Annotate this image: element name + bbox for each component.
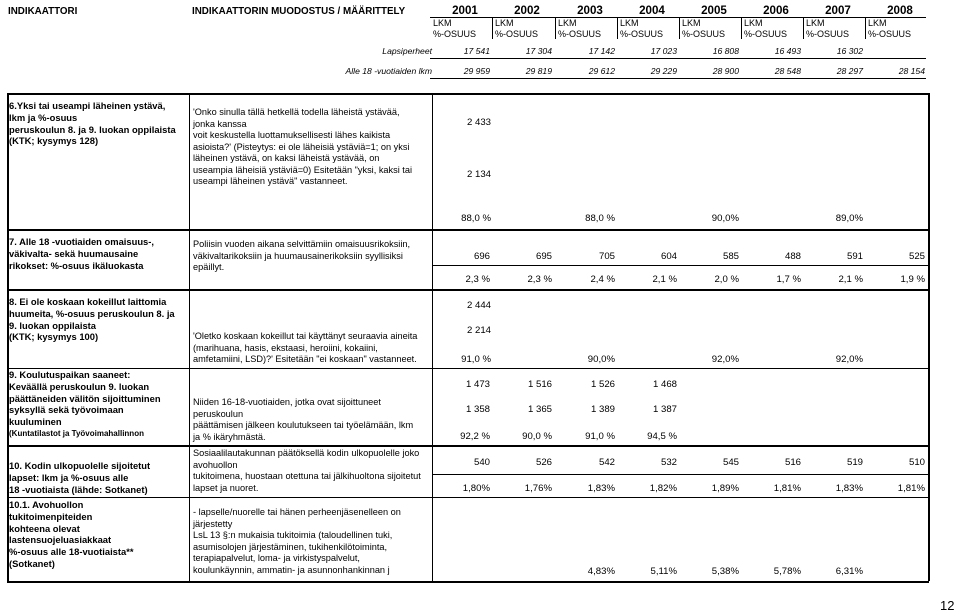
definition-line: asioista?' (Pisteytys: ei ole läheisiä ystäviä=1; on yksi	[193, 141, 410, 152]
indicator-title-line: 10. Kodin ulkopuolelle sijoitetut	[9, 460, 151, 471]
unit-count-label: LKM	[495, 18, 514, 28]
base-row-value: 29 819	[525, 66, 552, 76]
indicator-title-line: lapset: lkm ja %-osuus alle	[9, 471, 129, 483]
unit-share-label: %-OSUUS	[744, 28, 788, 39]
indicator-column-header: INDIKAATTORI	[8, 6, 78, 17]
indicator-title-line: 9. Koulutuspaikan saaneet:	[9, 369, 131, 380]
base-row-value: 16 493	[774, 46, 801, 56]
indicator-title-line: rikokset: %-osuus ikäluokasta	[9, 259, 144, 271]
unit-share-label: %-OSUUS	[806, 28, 850, 39]
indicator-10-count: 510	[908, 457, 925, 468]
definition-line: läheinen ystävä, on kaksi läheistä ystävää, on	[193, 153, 380, 163]
indicator-9-value: 1 389	[590, 404, 615, 415]
base-row-value: 17 142	[588, 46, 615, 56]
definition-line: epäillyt.	[193, 262, 225, 272]
indicator-9-value: 1 516	[527, 379, 552, 390]
indicator-9-value: 1 526	[590, 379, 615, 390]
definition-line: järjestetty	[193, 518, 233, 529]
section-border	[7, 289, 929, 291]
indicator-7-pct: 2,1 %	[652, 274, 677, 285]
indicator-9-value: 1 387	[652, 404, 677, 415]
definition-line: Niiden 16-18-vuotiaiden, jotka ovat sijoittuneet	[193, 397, 381, 407]
indicator-8-definition	[193, 331, 433, 366]
indicator-10-count: 516	[784, 457, 801, 468]
definition-line: lapset ja nuoret.	[193, 482, 259, 493]
indicator-6-pct: 89,0%	[835, 213, 863, 224]
indicator-8-pct: 92,0%	[711, 354, 739, 365]
indicator-title-line: lastensuojeluasiakkaat	[9, 534, 112, 546]
indicator-6-definition	[193, 107, 433, 188]
definition-line: peruskoulun	[193, 408, 244, 419]
unit-header	[620, 18, 663, 39]
indicator-7-count: 695	[535, 251, 552, 262]
indicator-6-title	[9, 100, 191, 147]
indicator-9-pct: 91,0 %	[585, 431, 615, 442]
section-border	[7, 229, 929, 231]
definition-line: Poliisin vuoden aikana selvittämiin omaisuusrikoksiin,	[193, 239, 411, 249]
indicator-7-row-divider	[432, 265, 928, 266]
unit-header	[558, 18, 601, 39]
indicator-6-value: 2 134	[466, 169, 491, 180]
definition-column-header: INDIKAATTORIN MUODOSTUS / MÄÄRITTELY	[192, 6, 406, 17]
indicator-8-title	[9, 296, 191, 343]
definition-line: tukitoimena, huostaan otettuna tai jälkihuoltona sijoitetut	[193, 471, 421, 481]
year-header: 2001	[452, 4, 478, 17]
indicator-9-pct: 90,0 %	[522, 431, 552, 442]
unit-count-label: LKM	[433, 18, 452, 28]
base-row-divider	[430, 58, 926, 59]
definition-line: amfetamiini, LSD)?' Esitetään "ei koskaan" vastanneet.	[193, 354, 417, 364]
indicator-title-line: syksyllä sekä työvoimaan	[9, 404, 124, 416]
base-row-value: 29 612	[588, 66, 615, 76]
header-underline	[430, 17, 926, 18]
indicator-10-pct: 1,81%	[897, 483, 925, 494]
indicator-8-value: 2 214	[466, 325, 491, 336]
indicator-title-line: päättäneiden välitön sijoittuminen	[9, 392, 161, 404]
section-border	[7, 581, 929, 583]
indicator-7-count: 585	[722, 251, 739, 262]
section-border	[7, 445, 929, 447]
indicator-title-line: 7. Alle 18 -vuotiaiden omaisuus-,	[9, 236, 155, 247]
indicator-9-value: 1 365	[527, 404, 552, 415]
indicator-10-pct: 1,81%	[773, 483, 801, 494]
unit-header	[868, 18, 911, 39]
base-row-value: 16 302	[836, 46, 863, 56]
header-column-separator	[679, 17, 680, 39]
definition-line: Sosiaalilautakunnan päätöksellä kodin ulkopuolelle joko	[193, 448, 420, 458]
definition-line: terapiapalvelut, loma- ja virkistyspalvelut,	[193, 553, 360, 563]
base-row-label: Alle 18 -vuotiaiden lkm	[345, 66, 432, 76]
unit-header	[806, 18, 849, 39]
definition-line: päättämisen jälkeen koulutukseen tai työelämään, lkm	[193, 420, 414, 430]
indicator-8-pct: 92,0%	[835, 354, 863, 365]
unit-share-label: %-OSUUS	[433, 28, 477, 39]
indicator-10-1-pct: 5,78%	[773, 566, 801, 577]
indicator-10-pct: 1,83%	[587, 483, 615, 494]
indicator-10-count: 540	[473, 457, 490, 468]
definition-line: 'Oletko koskaan kokeillut tai käyttänyt seuraavia aineita	[193, 331, 418, 341]
definition-line: - lapselle/nuorelle tai hänen perheenjäsenelleen on	[193, 507, 401, 517]
indicator-title-line: 9. luokan oppilaista	[9, 319, 96, 331]
header-column-separator	[803, 17, 804, 39]
unit-header	[495, 18, 538, 39]
indicator-7-pct: 2,4 %	[590, 274, 615, 285]
indicator-9-pct: 92,2 %	[460, 431, 490, 442]
indicator-7-count: 705	[598, 251, 615, 262]
definition-line: asumisolojen järjestäminen, tukihenkilötoiminta,	[193, 541, 388, 552]
base-row-label: Lapsiperheet	[382, 46, 432, 56]
indicator-7-pct: 2,3 %	[465, 274, 490, 285]
indicator-title-line: (Sotkanet)	[9, 557, 55, 569]
indicator-10-count: 519	[846, 457, 863, 468]
definition-line: LsL 13 §:n mukaisia tukitoimia (taloudellinen tuki,	[193, 530, 393, 540]
indicator-10-1-pct: 6,31%	[835, 566, 863, 577]
indicator-6-value: 2 433	[466, 117, 491, 128]
unit-share-label: %-OSUUS	[620, 28, 664, 39]
indicator-8-value: 2 444	[466, 300, 491, 311]
indicator-10-count: 532	[660, 457, 677, 468]
definition-line: voit keskustella luottamuksellisesti lähes kaikista	[193, 130, 391, 140]
indicator-6-pct: 88,0 %	[461, 213, 491, 224]
header-column-separator	[492, 17, 493, 39]
table-right-border	[928, 93, 930, 581]
base-row-value: 17 541	[463, 46, 490, 56]
indicator-9-value: 1 473	[465, 379, 490, 390]
indicator-8-pct: 91,0 %	[461, 354, 491, 365]
indicator-7-pct: 1,9 %	[900, 274, 925, 285]
indicator-6-pct: 90,0%	[711, 213, 739, 224]
unit-count-label: LKM	[620, 18, 639, 28]
indicator-title-line: 6.Yksi tai useampi läheinen ystävä,	[9, 100, 166, 111]
unit-count-label: LKM	[744, 18, 763, 28]
page-number: 12	[940, 598, 955, 613]
indicator-title-line: väkivalta- sekä huumausaine	[9, 247, 139, 259]
indicator-title-line: 10.1. Avohuollon	[9, 499, 84, 510]
indicator-7-count: 525	[908, 251, 925, 262]
definition-line: jonka kanssa	[193, 118, 247, 129]
indicator-7-pct: 2,0 %	[714, 274, 739, 285]
indicator-7-pct: 2,1 %	[838, 274, 863, 285]
unit-count-label: LKM	[682, 18, 701, 28]
indicator-title-line: peruskoulun 8. ja 9. luokan oppilaista	[9, 123, 176, 135]
base-row-value: 16 808	[712, 46, 739, 56]
base-row-value: 28 900	[712, 66, 739, 76]
indicator-10-pct: 1,83%	[835, 483, 863, 494]
year-header: 2008	[887, 4, 913, 17]
definition-line: (marihuana, hasis, ekstaasi, heroiini, kokaiini,	[193, 342, 378, 353]
definition-line: koulunkäynnin, ammatin- ja asunnonhankinnan j	[193, 564, 390, 575]
year-header: 2003	[577, 4, 603, 17]
definition-line: useampi läheinen ystävä" vastanneet.	[193, 176, 348, 186]
indicator-title-line: huumeita, %-osuus peruskoulun 8. ja	[9, 307, 175, 319]
year-header: 2002	[514, 4, 540, 17]
definition-line: ja % ikäryhmästä.	[193, 431, 266, 442]
indicator-title-line: kuuluminen	[9, 416, 62, 428]
year-header: 2007	[825, 4, 851, 17]
indicator-10-count: 526	[535, 457, 552, 468]
indicator-10-count: 542	[598, 457, 615, 468]
header-column-separator	[617, 17, 618, 39]
base-row-value: 17 023	[650, 46, 677, 56]
indicator-title-line: (Kuntatilastot ja Työvoimahallinnon	[9, 428, 144, 438]
indicator-title-line: (KTK; kysymys 128)	[9, 135, 99, 147]
header-column-separator	[741, 17, 742, 39]
indicator-7-pct: 2,3 %	[527, 274, 552, 285]
definition-line: väkivaltarikoksiin ja huumausainerikoksiin syyllisiksi	[193, 250, 403, 261]
indicator-title-line: 18 -vuotiaista (lähde: Sotkanet)	[9, 483, 148, 495]
indicator-title-line: tukitoimenpiteiden	[9, 510, 93, 522]
unit-share-label: %-OSUUS	[495, 28, 539, 39]
indicator-10-pct: 1,89%	[711, 483, 739, 494]
indicator-10-1-pct: 4,83%	[587, 566, 615, 577]
indicator-10-1-title	[9, 499, 191, 570]
base-row-value: 28 297	[836, 66, 863, 76]
section-border	[7, 93, 929, 95]
indicator-10-title	[9, 460, 191, 495]
indicator-9-definition	[193, 397, 433, 443]
year-header: 2005	[701, 4, 727, 17]
indicator-9-title	[9, 369, 191, 440]
indicator-10-pct: 1,80%	[462, 483, 490, 494]
unit-share-label: %-OSUUS	[682, 28, 726, 39]
indicator-7-pct: 1,7 %	[776, 274, 801, 285]
base-row-value: 28 548	[774, 66, 801, 76]
base-row-value: 17 304	[525, 46, 552, 56]
indicator-10-pct: 1,76%	[524, 483, 552, 494]
indicator-10-1-pct: 5,38%	[711, 566, 739, 577]
unit-header	[744, 18, 787, 39]
indicator-title-line: lkm ja %-osuus	[9, 111, 78, 123]
year-header: 2004	[639, 4, 665, 17]
base-row-value: 29 959	[463, 66, 490, 76]
indicator-10-definition	[193, 448, 433, 494]
indicator-title-line: 8. Ei ole koskaan kokeillut laittomia	[9, 296, 167, 307]
indicator-6-pct: 88,0 %	[585, 213, 615, 224]
unit-count-label: LKM	[806, 18, 825, 28]
indicator-8-pct: 90,0%	[587, 354, 615, 365]
unit-header	[433, 18, 476, 39]
indicator-10-count: 545	[722, 457, 739, 468]
indicator-title-line: Keväällä peruskoulun 9. luokan	[9, 380, 150, 392]
section-border	[7, 497, 929, 498]
indicator-7-definition	[193, 239, 433, 274]
indicator-10-1-pct: 5,11%	[650, 566, 677, 577]
indicator-9-value: 1 358	[465, 404, 490, 415]
indicator-7-count: 591	[846, 251, 863, 262]
unit-count-label: LKM	[868, 18, 887, 28]
indicator-7-count: 604	[660, 251, 677, 262]
indicator-7-count: 696	[473, 251, 490, 262]
definition-line: 'Onko sinulla tällä hetkellä todella läheistä ystävää,	[193, 107, 400, 117]
definition-line: useampia läheisiä ystäviä=0) Esitetään "yksi, kaksi tai	[193, 164, 413, 175]
year-header: 2006	[763, 4, 789, 17]
indicator-10-row-divider	[432, 474, 928, 475]
header-column-separator	[865, 17, 866, 39]
indicator-title-line: (KTK; kysymys 100)	[9, 331, 99, 343]
indicator-10-pct: 1,82%	[649, 483, 677, 494]
header-column-separator	[555, 17, 556, 39]
unit-count-label: LKM	[558, 18, 577, 28]
base-row-value: 28 154	[898, 66, 925, 76]
unit-share-label: %-OSUUS	[868, 28, 912, 39]
definition-line: avohuollon	[193, 459, 238, 470]
indicator-9-value: 1 468	[652, 379, 677, 390]
indicator-7-title	[9, 236, 191, 271]
unit-header	[682, 18, 725, 39]
indicator-title-line: kohteena olevat	[9, 522, 80, 534]
base-row-divider	[430, 78, 926, 79]
base-row-value: 29 229	[650, 66, 677, 76]
unit-share-label: %-OSUUS	[558, 28, 602, 39]
indicator-7-count: 488	[784, 251, 801, 262]
indicator-9-pct: 94,5 %	[647, 431, 677, 442]
indicator-10-1-definition	[193, 507, 433, 576]
indicator-title-line: %-osuus alle 18-vuotiaista**	[9, 546, 134, 558]
